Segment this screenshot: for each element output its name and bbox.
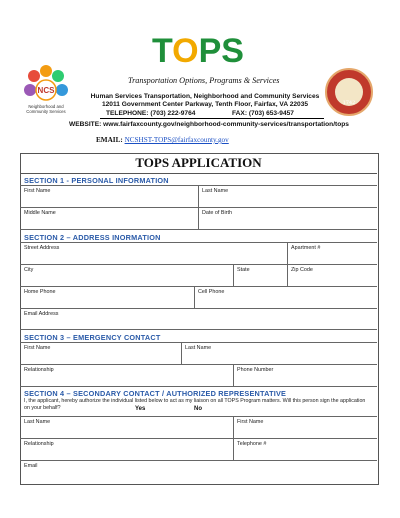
email-address-field[interactable]: Email Address xyxy=(24,311,59,317)
contact-phone-row xyxy=(100,110,324,119)
section-4-heading: SECTION 4 – SECONDARY CONTACT / AUTHORIZED REPRESENTATIVE xyxy=(24,389,287,398)
zip-field[interactable]: Zip Code xyxy=(291,267,313,273)
sc-last-name-field[interactable]: Last Name xyxy=(24,419,51,425)
dob-field[interactable]: Date of Birth xyxy=(202,210,232,216)
telephone: TELEPHONE: (703) 222-9764 xyxy=(106,110,196,117)
address-line-2: 12011 Government Center Parkway, Tenth Floor, Fairfax, VA 22035 xyxy=(101,101,309,108)
fairfax-seal-icon xyxy=(325,68,373,116)
last-name-field[interactable]: Last Name xyxy=(202,188,229,194)
ec-last-name-field[interactable]: Last Name xyxy=(185,345,212,351)
first-name-field[interactable]: First Name xyxy=(24,188,51,194)
tagline: Transportation Options, Programs & Services xyxy=(128,76,280,85)
yes-option[interactable]: Yes xyxy=(135,406,146,412)
email-label: EMAIL: xyxy=(96,136,125,144)
sc-email-field[interactable]: Email xyxy=(24,463,38,469)
ncs-caption: Neighborhood and Community Services xyxy=(26,104,66,114)
state-field[interactable]: State xyxy=(237,267,250,273)
street-address-field[interactable]: Street Address xyxy=(24,245,60,251)
tops-logo xyxy=(152,34,244,68)
section-1-heading: SECTION 1 - PERSONAL INFORMATION xyxy=(24,176,169,185)
form-title: TOPS APPLICATION xyxy=(20,153,377,174)
email-line xyxy=(96,136,229,144)
email-link[interactable]: NCSHST-TOPS@fairfaxcounty.gov xyxy=(124,136,229,144)
authorization-text: I, the applicant, hereby authorize the individual listed below to act as my liaison on all TOPS Program matters. Will this person sign the application on your behalf? xyxy=(24,398,366,411)
ec-relationship-field[interactable]: Relationship xyxy=(24,367,54,373)
ec-phone-field[interactable]: Phone Number xyxy=(237,367,274,373)
ncs-logo-text: NCS xyxy=(37,86,55,95)
cell-phone-field[interactable]: Cell Phone xyxy=(198,289,225,295)
no-option[interactable]: No xyxy=(194,406,202,412)
home-phone-field[interactable]: Home Phone xyxy=(24,289,56,295)
sc-first-name-field[interactable]: First Name xyxy=(237,419,264,425)
city-field[interactable]: City xyxy=(24,267,34,273)
ec-first-name-field[interactable]: First Name xyxy=(24,345,51,351)
fax: FAX: (703) 653-9457 xyxy=(232,110,294,117)
sc-telephone-field[interactable]: Telephone # xyxy=(237,441,267,447)
logo-letter-t: T xyxy=(152,32,173,70)
logo-letter-s: S xyxy=(221,32,244,70)
seal-year: 1742 xyxy=(342,100,356,106)
logo-letter-o: O xyxy=(172,32,199,70)
middle-name-field[interactable]: Middle Name xyxy=(24,210,56,216)
section-2-heading: SECTION 2 – ADDRESS INORMATION xyxy=(24,233,161,242)
address-line-1: Human Services Transportation, Neighborhood and Community Services xyxy=(90,93,320,100)
sc-relationship-field[interactable]: Relationship xyxy=(24,441,54,447)
section-3-heading: SECTION 3 – EMERGENCY CONTACT xyxy=(24,333,161,342)
website-link[interactable]: WEBSITE: www.fairfaxcounty.gov/neighborhood-community-services/transportation/tops xyxy=(69,121,349,128)
application-form xyxy=(20,153,379,485)
logo-letter-p: P xyxy=(198,32,222,70)
apartment-field[interactable]: Apartment # xyxy=(291,245,321,251)
